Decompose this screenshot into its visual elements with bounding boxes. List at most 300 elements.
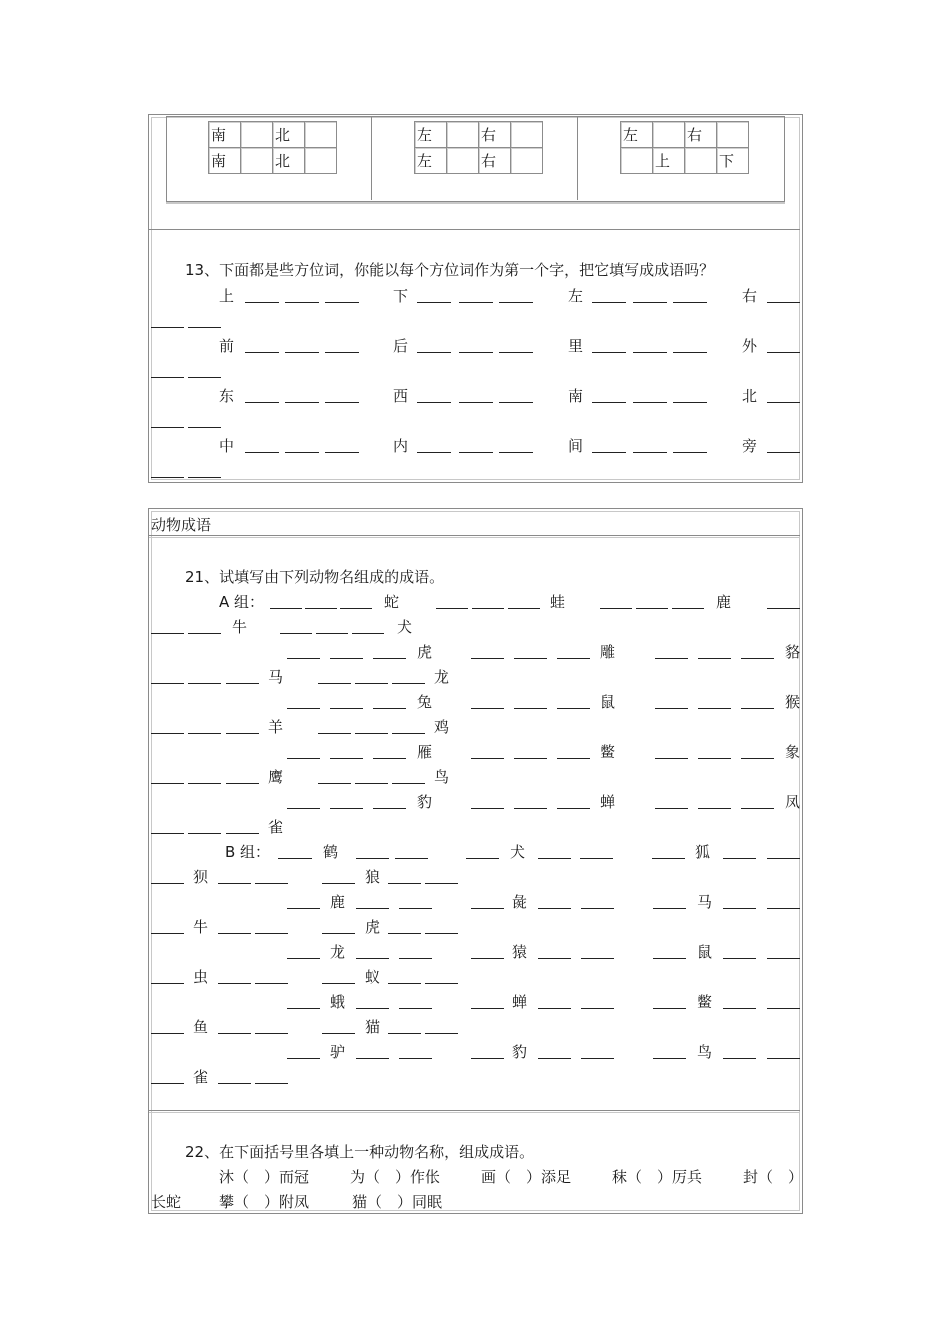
answer-blank[interactable]	[538, 1058, 571, 1059]
answer-blank[interactable]	[151, 633, 184, 634]
direction-word: 间	[568, 437, 584, 455]
animal-char: 蝉	[600, 793, 616, 811]
answer-blank[interactable]	[514, 758, 547, 759]
animal-char: 鳖	[697, 993, 713, 1011]
idiom-item: 沐（ ）而冠	[219, 1168, 310, 1186]
animal-char: 狈	[193, 868, 209, 886]
answer-blank[interactable]	[151, 477, 184, 478]
idiom-item: 为（ ）作伥	[350, 1168, 441, 1186]
idiom-item: 秣（ ）厉兵	[612, 1168, 703, 1186]
animal-char: 鸟	[697, 1043, 713, 1061]
grid-cell	[717, 122, 749, 148]
grid-nan-bei	[208, 121, 337, 174]
direction-word: 西	[393, 387, 409, 405]
answer-blank[interactable]	[287, 1008, 320, 1009]
animal-char: 鼠	[600, 693, 616, 711]
answer-blank[interactable]	[425, 1033, 458, 1034]
answer-blank[interactable]	[255, 933, 288, 934]
answer-blank[interactable]	[399, 1058, 432, 1059]
answer-blank[interactable]	[557, 708, 590, 709]
answer-blank[interactable]	[417, 352, 451, 353]
animal-char: 雁	[417, 743, 433, 761]
answer-blank[interactable]	[373, 708, 406, 709]
animal-char: 蛾	[330, 993, 346, 1011]
answer-blank[interactable]	[151, 933, 184, 934]
answer-blank[interactable]	[723, 858, 756, 859]
grid-zuo-you	[414, 121, 543, 174]
answer-blank[interactable]	[655, 708, 688, 709]
animal-char: 羊	[268, 718, 284, 736]
answer-blank[interactable]	[151, 833, 184, 834]
answer-blank[interactable]	[592, 352, 626, 353]
answer-blank[interactable]	[499, 302, 533, 303]
answer-blank[interactable]	[318, 683, 351, 684]
answer-blank[interactable]	[538, 958, 571, 959]
answer-blank[interactable]	[673, 402, 707, 403]
answer-blank[interactable]	[581, 1058, 614, 1059]
idiom-item: 长蛇	[151, 1193, 182, 1211]
grid-cell	[621, 148, 653, 174]
answer-blank[interactable]	[655, 758, 688, 759]
grid-cell	[241, 122, 273, 148]
animal-char: 猫	[365, 1018, 381, 1036]
answer-blank[interactable]	[499, 402, 533, 403]
grid-cell: 北	[273, 148, 305, 174]
answer-blank[interactable]	[767, 608, 800, 609]
animal-char: 象	[785, 743, 801, 761]
animal-char: 猴	[785, 693, 801, 711]
answer-blank[interactable]	[723, 1008, 756, 1009]
grid-cell	[241, 148, 273, 174]
answer-blank[interactable]	[356, 1058, 389, 1059]
grid-cell	[447, 148, 479, 174]
answer-blank[interactable]	[471, 908, 504, 909]
answer-blank[interactable]	[322, 883, 355, 884]
animal-char: 凤	[785, 793, 801, 811]
grid-cell: 下	[717, 148, 749, 174]
direction-word: 旁	[742, 437, 758, 455]
answer-blank[interactable]	[255, 1083, 288, 1084]
answer-blank[interactable]	[151, 683, 184, 684]
answer-blank[interactable]	[471, 1058, 504, 1059]
animal-char: 蛙	[550, 593, 566, 611]
grid-cell: 左	[621, 122, 653, 148]
answer-blank[interactable]	[392, 783, 425, 784]
answer-blank[interactable]	[388, 933, 421, 934]
animal-char: 豹	[417, 793, 433, 811]
answer-blank[interactable]	[741, 758, 774, 759]
answer-blank[interactable]	[318, 733, 351, 734]
grid-cell: 上	[653, 148, 685, 174]
answer-blank[interactable]	[373, 808, 406, 809]
answer-blank[interactable]	[425, 933, 458, 934]
animal-char: 犬	[397, 618, 413, 636]
animal-char: 雀	[268, 818, 284, 836]
divider-1	[371, 116, 372, 200]
answer-blank[interactable]	[255, 883, 288, 884]
answer-blank[interactable]	[388, 883, 421, 884]
grid-cell: 南	[209, 148, 241, 174]
answer-blank[interactable]	[188, 427, 221, 428]
animal-char: 马	[697, 893, 713, 911]
answer-blank[interactable]	[245, 302, 279, 303]
animal-header-rule	[149, 535, 800, 536]
grid-cell: 左	[415, 122, 447, 148]
answer-blank[interactable]	[581, 908, 614, 909]
answer-blank[interactable]	[245, 402, 279, 403]
answer-blank[interactable]	[653, 958, 686, 959]
answer-blank[interactable]	[270, 608, 302, 609]
answer-blank[interactable]	[151, 783, 184, 784]
answer-blank[interactable]	[218, 1033, 251, 1034]
answer-blank[interactable]	[471, 708, 504, 709]
answer-blank[interactable]	[399, 958, 432, 959]
animal-char: 鸡	[434, 718, 450, 736]
direction-word: 前	[219, 337, 235, 355]
answer-blank[interactable]	[471, 758, 504, 759]
answer-blank[interactable]	[459, 402, 493, 403]
answer-blank[interactable]	[767, 402, 800, 403]
direction-word: 上	[219, 287, 235, 305]
answer-blank[interactable]	[417, 302, 451, 303]
answer-blank[interactable]	[698, 808, 731, 809]
answer-blank[interactable]	[151, 377, 184, 378]
animal-char: 龙	[434, 668, 450, 686]
answer-blank[interactable]	[325, 302, 359, 303]
answer-blank[interactable]	[698, 658, 731, 659]
animal-char: 鹰	[268, 768, 284, 786]
direction-word: 后	[393, 337, 409, 355]
answer-blank[interactable]	[741, 708, 774, 709]
idiom-item: 攀（ ）附凤	[219, 1193, 310, 1211]
group-b-label: B 组：	[225, 843, 271, 861]
answer-blank[interactable]	[436, 608, 468, 609]
answer-blank[interactable]	[322, 983, 355, 984]
answer-blank[interactable]	[188, 327, 221, 328]
answer-blank[interactable]	[356, 1008, 389, 1009]
answer-blank[interactable]	[188, 633, 221, 634]
answer-blank[interactable]	[285, 352, 319, 353]
answer-blank[interactable]	[280, 633, 312, 634]
answer-blank[interactable]	[356, 908, 389, 909]
answer-blank[interactable]	[472, 608, 504, 609]
answer-blank[interactable]	[245, 452, 279, 453]
answer-blank[interactable]	[673, 452, 707, 453]
answer-blank[interactable]	[514, 808, 547, 809]
idiom-item: 猫（ ）同眠	[352, 1193, 443, 1211]
grid-cell	[511, 122, 543, 148]
animal-char: 龙	[330, 943, 346, 961]
direction-word: 外	[742, 337, 758, 355]
answer-blank[interactable]	[459, 352, 493, 353]
grid-cell	[447, 122, 479, 148]
answer-blank[interactable]	[514, 658, 547, 659]
direction-word: 右	[742, 287, 758, 305]
answer-blank[interactable]	[316, 633, 348, 634]
grid-cell	[305, 122, 337, 148]
answer-blank[interactable]	[538, 858, 571, 859]
answer-blank[interactable]	[322, 933, 355, 934]
answer-blank[interactable]	[459, 302, 493, 303]
answer-blank[interactable]	[741, 658, 774, 659]
q21-prompt: 21、试填写由下列动物名组成的成语。	[185, 568, 445, 586]
answer-blank[interactable]	[653, 908, 686, 909]
answer-blank[interactable]	[392, 733, 425, 734]
animal-char: 兔	[417, 693, 433, 711]
animal-char: 鸟	[434, 768, 450, 786]
answer-blank[interactable]	[322, 1033, 355, 1034]
answer-blank[interactable]	[151, 327, 184, 328]
grid-cell: 南	[209, 122, 241, 148]
grid-cell	[653, 122, 685, 148]
answer-blank[interactable]	[673, 352, 707, 353]
animal-char: 蛇	[384, 593, 400, 611]
answer-blank[interactable]	[352, 633, 384, 634]
answer-blank[interactable]	[767, 452, 800, 453]
grid-cell: 右	[479, 122, 511, 148]
answer-blank[interactable]	[285, 402, 319, 403]
answer-blank[interactable]	[471, 958, 504, 959]
answer-blank[interactable]	[245, 352, 279, 353]
answer-blank[interactable]	[499, 352, 533, 353]
answer-blank[interactable]	[557, 758, 590, 759]
idiom-item: 封（ ）	[743, 1168, 804, 1186]
answer-blank[interactable]	[226, 733, 259, 734]
animal-char: 鼠	[697, 943, 713, 961]
answer-blank[interactable]	[287, 808, 320, 809]
animal-char: 狐	[695, 843, 711, 861]
answer-blank[interactable]	[767, 858, 800, 859]
animal-char: 鹿	[330, 893, 346, 911]
answer-blank[interactable]	[672, 608, 704, 609]
answer-blank[interactable]	[255, 1033, 288, 1034]
answer-blank[interactable]	[340, 608, 372, 609]
grid-shang-xia	[620, 121, 749, 174]
animal-char: 雀	[193, 1068, 209, 1086]
answer-blank[interactable]	[218, 933, 251, 934]
answer-blank[interactable]	[723, 908, 756, 909]
answer-blank[interactable]	[325, 402, 359, 403]
answer-blank[interactable]	[388, 983, 421, 984]
answer-blank[interactable]	[355, 783, 388, 784]
group-a-label: A 组：	[219, 593, 265, 611]
animal-char: 虎	[365, 918, 381, 936]
answer-blank[interactable]	[741, 808, 774, 809]
answer-blank[interactable]	[151, 1083, 184, 1084]
animal-char: 雕	[600, 643, 616, 661]
answer-blank[interactable]	[188, 833, 221, 834]
animal-char: 鹤	[323, 843, 339, 861]
animal-char: 牛	[232, 618, 248, 636]
answer-blank[interactable]	[655, 808, 688, 809]
direction-word: 东	[219, 387, 235, 405]
answer-blank[interactable]	[466, 858, 499, 859]
grid-cell	[685, 148, 717, 174]
answer-blank[interactable]	[698, 708, 731, 709]
animal-char: 虎	[417, 643, 433, 661]
answer-blank[interactable]	[356, 958, 389, 959]
answer-blank[interactable]	[514, 708, 547, 709]
q13-prompt: 13、下面都是些方位词，你能以每个方位词作为第一个字，把它填写成成语吗？	[185, 261, 715, 279]
answer-blank[interactable]	[557, 658, 590, 659]
direction-word: 北	[742, 387, 758, 405]
animal-char: 豹	[512, 1043, 528, 1061]
answer-blank[interactable]	[636, 608, 668, 609]
answer-blank[interactable]	[218, 1083, 251, 1084]
answer-blank[interactable]	[305, 608, 337, 609]
grid-cell	[305, 148, 337, 174]
answer-blank[interactable]	[226, 783, 259, 784]
answer-blank[interactable]	[287, 1058, 320, 1059]
animal-char: 狼	[365, 868, 381, 886]
animal-char: 牛	[193, 918, 209, 936]
answer-blank[interactable]	[395, 858, 428, 859]
answer-blank[interactable]	[767, 352, 800, 353]
answer-blank[interactable]	[330, 658, 363, 659]
animal-section-header: 动物成语	[151, 516, 212, 534]
direction-word: 中	[219, 437, 235, 455]
answer-blank[interactable]	[151, 1033, 184, 1034]
answer-blank[interactable]	[287, 958, 320, 959]
answer-blank[interactable]	[633, 452, 667, 453]
answer-blank[interactable]	[698, 758, 731, 759]
answer-blank[interactable]	[471, 1008, 504, 1009]
answer-blank[interactable]	[633, 352, 667, 353]
answer-blank[interactable]	[188, 477, 221, 478]
answer-blank[interactable]	[499, 452, 533, 453]
animal-char: 猿	[512, 943, 528, 961]
answer-blank[interactable]	[592, 452, 626, 453]
q22-prompt: 22、在下面括号里各填上一种动物名称，组成成语。	[185, 1143, 535, 1161]
animal-char: 驴	[330, 1043, 346, 1061]
animal-char: 犬	[510, 843, 526, 861]
grid-cell: 北	[273, 122, 305, 148]
idiom-item: 画（ ）添足	[481, 1168, 572, 1186]
direction-word: 内	[393, 437, 409, 455]
answer-blank[interactable]	[653, 1008, 686, 1009]
direction-word: 左	[568, 287, 584, 305]
answer-blank[interactable]	[633, 302, 667, 303]
answer-blank[interactable]	[425, 883, 458, 884]
answer-blank[interactable]	[399, 908, 432, 909]
direction-word: 下	[393, 287, 409, 305]
grid-cell: 右	[685, 122, 717, 148]
answer-blank[interactable]	[673, 302, 707, 303]
answer-blank[interactable]	[373, 758, 406, 759]
answer-blank[interactable]	[151, 733, 184, 734]
answer-blank[interactable]	[325, 352, 359, 353]
answer-blank[interactable]	[330, 708, 363, 709]
answer-blank[interactable]	[188, 377, 221, 378]
answer-blank[interactable]	[318, 783, 351, 784]
answer-blank[interactable]	[188, 783, 221, 784]
animal-char: 虫	[193, 968, 209, 986]
animal-char: 貉	[785, 643, 801, 661]
answer-blank[interactable]	[188, 683, 221, 684]
answer-blank[interactable]	[580, 858, 613, 859]
answer-blank[interactable]	[278, 858, 312, 859]
answer-blank[interactable]	[653, 1058, 686, 1059]
answer-blank[interactable]	[330, 808, 363, 809]
answer-blank[interactable]	[538, 908, 571, 909]
answer-blank[interactable]	[581, 1008, 614, 1009]
animal-char: 马	[268, 668, 284, 686]
animal-char: 鳖	[600, 743, 616, 761]
answer-blank[interactable]	[633, 402, 667, 403]
animal-char: 蚁	[365, 968, 381, 986]
answer-blank[interactable]	[218, 883, 251, 884]
answer-blank[interactable]	[255, 983, 288, 984]
answer-blank[interactable]	[226, 683, 259, 684]
answer-blank[interactable]	[285, 302, 319, 303]
animal-char: 鱼	[193, 1018, 209, 1036]
answer-blank[interactable]	[355, 733, 388, 734]
answer-blank[interactable]	[330, 758, 363, 759]
answer-blank[interactable]	[355, 683, 388, 684]
answer-blank[interactable]	[218, 983, 251, 984]
section-rule	[149, 229, 800, 230]
answer-blank[interactable]	[285, 452, 319, 453]
animal-char: 彘	[512, 893, 528, 911]
answer-blank[interactable]	[600, 608, 632, 609]
answer-blank[interactable]	[459, 452, 493, 453]
answer-blank[interactable]	[373, 658, 406, 659]
answer-blank[interactable]	[287, 908, 320, 909]
grid-cell: 右	[479, 148, 511, 174]
divider-2	[577, 116, 578, 200]
answer-blank[interactable]	[151, 883, 184, 884]
answer-blank[interactable]	[151, 983, 184, 984]
grid-cell	[511, 148, 543, 174]
answer-blank[interactable]	[655, 658, 688, 659]
answer-blank[interactable]	[226, 833, 259, 834]
answer-blank[interactable]	[723, 958, 756, 959]
answer-blank[interactable]	[399, 1008, 432, 1009]
answer-blank[interactable]	[417, 402, 451, 403]
answer-blank[interactable]	[425, 983, 458, 984]
animal-char: 蝉	[512, 993, 528, 1011]
answer-blank[interactable]	[287, 708, 320, 709]
answer-blank[interactable]	[652, 858, 685, 859]
grid-cell: 左	[415, 148, 447, 174]
answer-blank[interactable]	[723, 1058, 756, 1059]
answer-blank[interactable]	[471, 658, 504, 659]
answer-blank[interactable]	[767, 908, 800, 909]
answer-blank[interactable]	[767, 1008, 800, 1009]
answer-blank[interactable]	[508, 608, 540, 609]
answer-blank[interactable]	[767, 958, 800, 959]
answer-blank[interactable]	[151, 427, 184, 428]
direction-word: 南	[568, 387, 584, 405]
answer-blank[interactable]	[592, 302, 626, 303]
answer-blank[interactable]	[287, 758, 320, 759]
answer-blank[interactable]	[767, 1058, 800, 1059]
answer-blank[interactable]	[471, 808, 504, 809]
answer-blank[interactable]	[287, 658, 320, 659]
answer-blank[interactable]	[581, 958, 614, 959]
answer-blank[interactable]	[356, 858, 389, 859]
answer-blank[interactable]	[325, 452, 359, 453]
answer-blank[interactable]	[767, 302, 800, 303]
answer-blank[interactable]	[392, 683, 425, 684]
answer-blank[interactable]	[538, 1008, 571, 1009]
answer-blank[interactable]	[557, 808, 590, 809]
answer-blank[interactable]	[592, 402, 626, 403]
answer-blank[interactable]	[388, 1033, 421, 1034]
answer-blank[interactable]	[417, 452, 451, 453]
q22-rule	[149, 1110, 800, 1111]
answer-blank[interactable]	[188, 733, 221, 734]
